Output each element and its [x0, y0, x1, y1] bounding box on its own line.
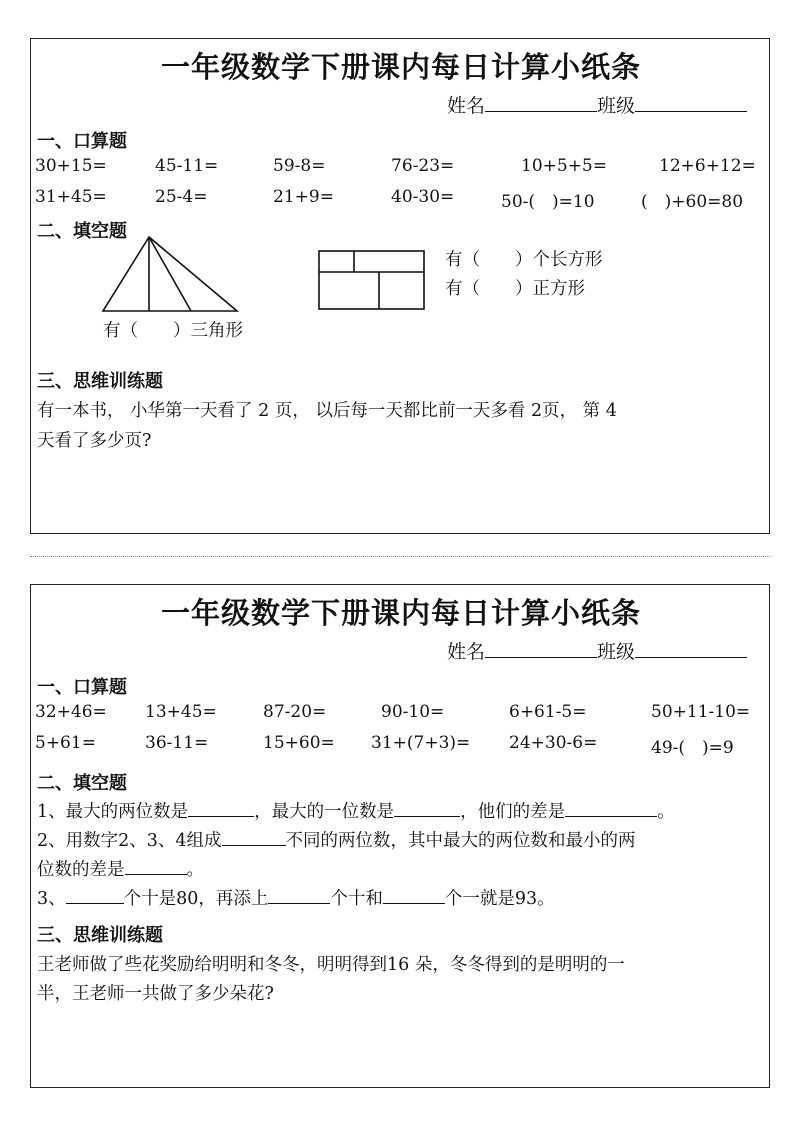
- answer-blank[interactable]: [565, 799, 657, 817]
- answer-blank[interactable]: [66, 886, 124, 904]
- word-problem-line: 半，王老师一共做了多少朵花?: [37, 984, 274, 1004]
- triangle-figure: [101, 235, 241, 315]
- calc-item: 49-( )=9: [651, 738, 734, 758]
- name-class-row: [447, 91, 747, 118]
- question-text: 位数的差是: [37, 860, 125, 880]
- calc-item: 31+45=: [35, 187, 107, 207]
- rectangle-figure: [318, 250, 428, 312]
- question-text: 。: [657, 802, 675, 822]
- calc-item: 12+6+12=: [659, 156, 756, 176]
- triangle-count-question: 有（ ）三角形: [103, 321, 243, 341]
- name-field[interactable]: [485, 639, 597, 658]
- answer-blank[interactable]: [394, 799, 460, 817]
- worksheet-card-1: [30, 38, 770, 534]
- answer-blank[interactable]: [383, 886, 445, 904]
- calc-item: 50-( )=10: [501, 192, 595, 212]
- fill-question-1: [37, 798, 675, 823]
- question-text: 。: [186, 860, 204, 880]
- question-text: ，他们的差是: [460, 802, 566, 822]
- section-heading-thinking: 三、思维训练题: [37, 925, 163, 946]
- calc-item: 6+61-5=: [509, 702, 587, 722]
- worksheet-title: 一年级数学下册课内每日计算小纸条: [160, 596, 641, 630]
- name-field[interactable]: [485, 93, 597, 112]
- square-count-question: 有（ ）正方形: [445, 279, 585, 299]
- calc-item: 13+45=: [145, 702, 217, 722]
- question-text: 个十是80，再添上: [123, 889, 269, 909]
- answer-blank[interactable]: [188, 799, 254, 817]
- name-label: 姓名: [447, 641, 486, 663]
- calc-item: 21+9=: [273, 187, 334, 207]
- calc-item: 5+61=: [35, 733, 96, 753]
- class-field[interactable]: [635, 93, 747, 112]
- question-text: 3、: [37, 889, 66, 909]
- section-heading-oral-calc: 一、口算题: [37, 131, 127, 152]
- calc-item: 30+15=: [35, 156, 107, 176]
- calc-item: 36-11=: [145, 733, 209, 753]
- calc-item: 50+11-10=: [651, 702, 751, 722]
- calc-item: 45-11=: [155, 156, 219, 176]
- question-text: ，最大的一位数是: [254, 802, 395, 822]
- calc-item: 31+(7+3)=: [371, 733, 471, 753]
- calc-item: 90-10=: [381, 702, 445, 722]
- word-problem-line: 王老师做了些花奖励给明明和冬冬，明明得到16 朵，冬冬得到的是明明的一: [37, 955, 625, 975]
- outer-rectangle: [319, 251, 424, 309]
- question-text: 个一就是93。: [444, 889, 555, 909]
- question-text: 2、用数字2、3、4组成: [37, 831, 222, 851]
- calc-item: 10+5+5=: [521, 156, 607, 176]
- fill-question-3: [37, 885, 555, 910]
- calc-item: 40-30=: [391, 187, 455, 207]
- fill-question-2-cont: [37, 856, 204, 881]
- answer-blank[interactable]: [125, 857, 187, 875]
- calc-item: 24+30-6=: [509, 733, 598, 753]
- rectangle-count-question: 有（ ）个长方形: [445, 250, 603, 270]
- calc-item: 59-8=: [273, 156, 326, 176]
- name-label: 姓名: [447, 95, 486, 117]
- name-class-row: [447, 637, 747, 664]
- answer-blank[interactable]: [268, 886, 330, 904]
- class-label: 班级: [597, 641, 636, 663]
- question-text: 个十和: [330, 889, 383, 909]
- calc-item: 15+60=: [263, 733, 335, 753]
- word-problem-line: 天看了多少页?: [37, 431, 152, 451]
- class-field[interactable]: [635, 639, 747, 658]
- word-problem-line: 有一本书， 小华第一天看了 2 页， 以后每一天都比前一天多看 2页， 第 4: [37, 401, 617, 421]
- question-text: 不同的两位数，其中最大的两位数和最小的两: [285, 831, 636, 851]
- class-label: 班级: [597, 95, 636, 117]
- triangle-split-line: [149, 237, 191, 311]
- calc-item: 25-4=: [155, 187, 208, 207]
- section-heading-fill-blank: 二、填空题: [37, 773, 127, 794]
- calc-item: 76-23=: [391, 156, 455, 176]
- cut-line: [30, 556, 770, 557]
- section-heading-oral-calc: 一、口算题: [37, 677, 127, 698]
- calc-item: 32+46=: [35, 702, 107, 722]
- worksheet-card-2: [30, 584, 770, 1088]
- fill-question-2: [37, 827, 636, 852]
- question-text: 1、最大的两位数是: [37, 802, 189, 822]
- calc-item: 87-20=: [263, 702, 327, 722]
- section-heading-thinking: 三、思维训练题: [37, 371, 163, 392]
- answer-blank[interactable]: [222, 828, 286, 846]
- calc-item: ( )+60=80: [641, 192, 744, 212]
- worksheet-title: 一年级数学下册课内每日计算小纸条: [160, 50, 641, 84]
- section-heading-fill-blank: 二、填空题: [37, 221, 127, 242]
